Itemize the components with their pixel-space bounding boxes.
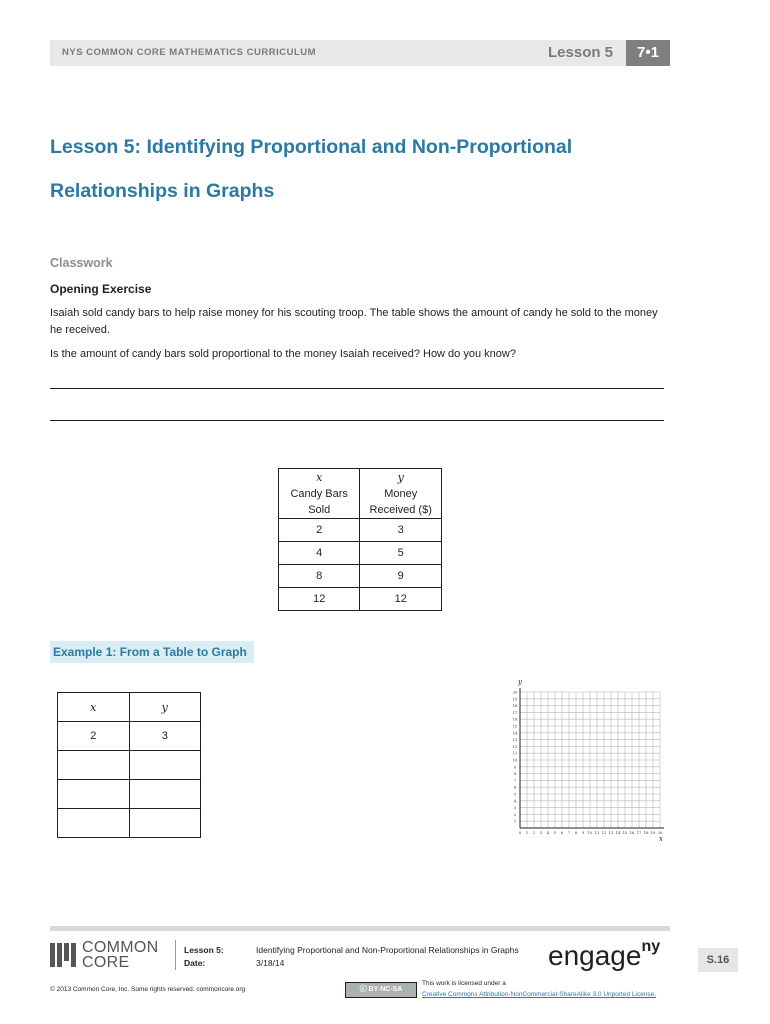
- table-row: [58, 780, 201, 809]
- x-tick-label: 11: [594, 831, 600, 835]
- x-tick-label: 17: [636, 831, 642, 835]
- table-row: [58, 809, 201, 838]
- footer-rule: [50, 926, 670, 931]
- example-table: [57, 692, 201, 838]
- x-tick-label: 3: [539, 831, 543, 835]
- y-tick-label: 3: [513, 806, 517, 811]
- y-tick-label: 6: [513, 785, 517, 790]
- table-row: [58, 751, 201, 780]
- y-tick-label: 1: [513, 819, 517, 824]
- y-tick-label: 20: [512, 690, 518, 695]
- opening-paragraph: Isaiah sold candy bars to help raise money for his scouting troop. The table shows the amount of candy he sold to the money he received.: [50, 307, 658, 336]
- license-link[interactable]: Creative Commons Attribution-NonCommercial-ShareAlike 3.0 Unported License.: [422, 991, 657, 998]
- x-tick-label: 5: [553, 831, 557, 835]
- footer-date: 3/18/14: [256, 958, 285, 968]
- y-tick-label: 9: [513, 765, 517, 770]
- answer-line-1: [50, 388, 664, 389]
- table-row: 2 3: [58, 722, 201, 751]
- y-tick-label: 14: [512, 731, 518, 736]
- x-tick-label: 4: [546, 831, 550, 835]
- header-module-badge: 7•1: [626, 40, 670, 66]
- y-tick-label: 10: [512, 758, 518, 763]
- footer-lesson-label: Lesson 5:: [184, 945, 224, 955]
- common-core-logo-text: COMMON CORE: [82, 939, 159, 971]
- x-tick-label: 18: [643, 831, 649, 835]
- y-tick-label: 7: [513, 778, 517, 783]
- license-line-1: This work is licensed under a: [422, 980, 506, 987]
- opening-question: Is the amount of candy bars sold proportional to the money Isaiah received? How do you know?: [50, 348, 516, 360]
- classwork-label: Classwork: [50, 256, 113, 270]
- y-tick-label: 18: [512, 704, 518, 709]
- engageny-logo: engage$^{ny}$: [548, 938, 661, 971]
- x-tick-label: 8: [574, 831, 578, 835]
- x-tick-label: 10: [587, 831, 593, 835]
- copyright-text: © 2013 Common Core, Inc. Some rights reserved. commoncore.org: [50, 986, 246, 993]
- x-tick-label: 1: [525, 831, 529, 835]
- y-tick-label: 13: [512, 738, 518, 743]
- x-tick-label: 20: [657, 831, 663, 835]
- table-row: 4 5: [279, 542, 442, 565]
- example-header-y: y: [129, 693, 201, 722]
- footer-divider: [175, 940, 176, 970]
- example-1-label: Example 1: From a Table to Graph: [53, 645, 247, 659]
- header-lesson: Lesson 5: [548, 44, 614, 61]
- x-tick-label: 14: [615, 831, 621, 835]
- y-tick-label: 11: [512, 751, 518, 756]
- x-tick-label: 0: [518, 831, 522, 835]
- page-title-line1: Lesson 5: Identifying Proportional and Non-Proportional: [50, 136, 573, 158]
- cc-license-badge: ⓒ BY-NC-SA: [345, 982, 417, 998]
- x-tick-label: 6: [560, 831, 564, 835]
- y-tick-label: 8: [513, 772, 517, 777]
- cc-icon: ⓒ: [359, 986, 369, 993]
- y-tick-label: 12: [512, 744, 518, 749]
- candy-bars-table: [278, 468, 442, 611]
- y-tick-label: 2: [513, 812, 517, 817]
- x-tick-label: 13: [608, 831, 614, 835]
- table-row: 8 9: [279, 565, 442, 588]
- page-number: S.16: [698, 948, 738, 972]
- page-title-line2: Relationships in Graphs: [50, 180, 275, 202]
- y-tick-label: 19: [512, 697, 518, 702]
- x-tick-label: 19: [650, 831, 656, 835]
- x-tick-label: 12: [601, 831, 607, 835]
- y-tick-label: 16: [512, 717, 518, 722]
- example-header-x: x: [58, 693, 130, 722]
- x-tick-label: 2: [532, 831, 536, 835]
- table-header-x: x Candy Bars Sold: [279, 469, 360, 519]
- x-tick-label: 16: [629, 831, 635, 835]
- table-row: 2 3: [279, 519, 442, 542]
- y-tick-label: 4: [513, 799, 517, 804]
- y-tick-label: 5: [513, 792, 517, 797]
- y-tick-label: 17: [512, 710, 518, 715]
- x-tick-label: 7: [567, 831, 571, 835]
- x-tick-label: 15: [622, 831, 628, 835]
- footer-date-label: Date:: [184, 958, 206, 968]
- curriculum-header: NYS COMMON CORE MATHEMATICS CURRICULUM: [62, 47, 317, 58]
- table-header-y: y Money Received ($): [360, 469, 442, 519]
- opening-exercise-heading: Opening Exercise: [50, 282, 152, 296]
- x-tick-label: 9: [581, 831, 585, 835]
- x-axis-label: x: [659, 835, 663, 843]
- coordinate-grid: [508, 676, 668, 848]
- y-axis-label: y: [518, 678, 522, 686]
- footer-lesson-title: Identifying Proportional and Non-Proportional Relationships in Graphs: [256, 945, 519, 955]
- answer-line-2: [50, 420, 664, 421]
- y-tick-label: 15: [512, 724, 518, 729]
- table-row: 12 12: [279, 588, 442, 611]
